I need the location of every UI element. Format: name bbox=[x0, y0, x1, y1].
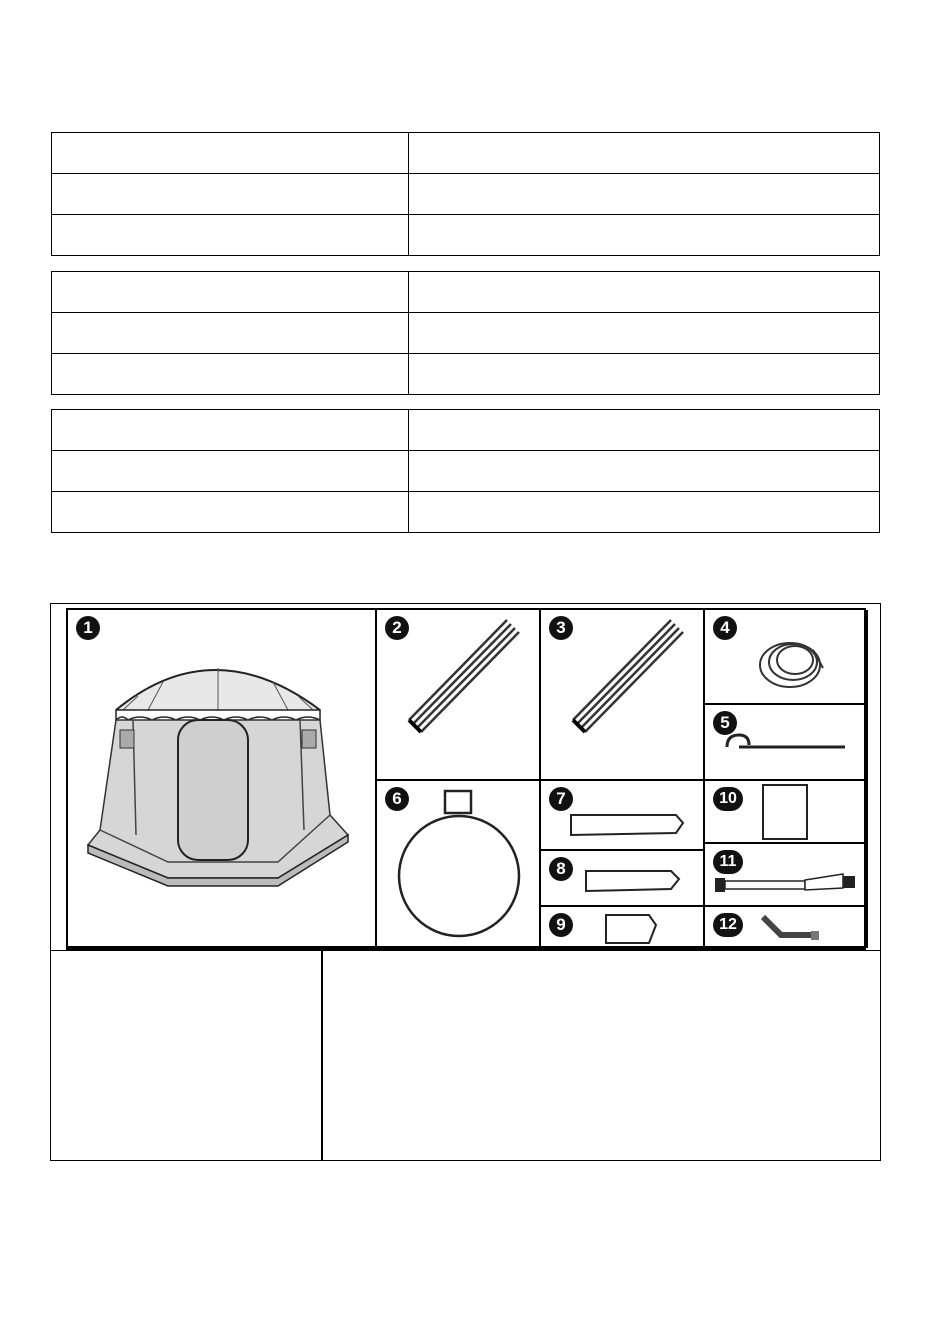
part-cell-6 bbox=[377, 781, 541, 948]
table-cell bbox=[52, 451, 409, 492]
part-cell-1 bbox=[68, 610, 377, 948]
pole-bundle-icon bbox=[377, 610, 539, 779]
table-cell bbox=[409, 410, 880, 451]
part-cell-9 bbox=[541, 907, 705, 948]
part-number: 10 bbox=[713, 787, 743, 811]
parts-grid bbox=[66, 608, 866, 950]
part-number: 5 bbox=[713, 711, 737, 735]
table-cell bbox=[52, 410, 409, 451]
table-row bbox=[52, 451, 880, 492]
table-cell bbox=[52, 174, 409, 215]
spec-table-2 bbox=[51, 271, 880, 395]
screen-tent-icon bbox=[68, 610, 375, 946]
part-cell-7 bbox=[541, 781, 705, 851]
part-cell-2 bbox=[377, 610, 541, 781]
small-storage-bag-icon bbox=[541, 907, 703, 946]
round-carry-bag-icon bbox=[377, 781, 539, 946]
table-cell bbox=[52, 272, 409, 313]
pole-bundle-icon bbox=[541, 610, 703, 779]
table-cell bbox=[52, 354, 409, 395]
part-cell-11 bbox=[705, 844, 868, 907]
table-row bbox=[52, 313, 880, 354]
part-cell-10 bbox=[705, 781, 868, 844]
stake-icon bbox=[705, 705, 866, 779]
drawstring-pouch-icon bbox=[705, 781, 866, 842]
table-cell bbox=[409, 272, 880, 313]
table-cell bbox=[52, 215, 409, 256]
part-number: 12 bbox=[713, 913, 743, 937]
connector-icon bbox=[705, 907, 866, 946]
part-number: 6 bbox=[385, 787, 409, 811]
part-number: 8 bbox=[549, 857, 573, 881]
part-number: 11 bbox=[713, 850, 743, 874]
table-cell bbox=[409, 174, 880, 215]
table-cell bbox=[409, 313, 880, 354]
table-cell bbox=[52, 313, 409, 354]
part-number: 1 bbox=[76, 616, 100, 640]
long-storage-bag-icon bbox=[541, 781, 703, 849]
parts-panel bbox=[50, 603, 881, 1161]
table-cell bbox=[52, 133, 409, 174]
table-cell bbox=[409, 492, 880, 533]
table-row bbox=[52, 410, 880, 451]
table-row bbox=[52, 133, 880, 174]
part-number: 4 bbox=[713, 616, 737, 640]
table-row bbox=[52, 272, 880, 313]
part-cell-12 bbox=[705, 907, 868, 948]
part-number: 9 bbox=[549, 913, 573, 937]
spec-table-1 bbox=[51, 132, 880, 256]
buckle-strap-icon bbox=[705, 844, 866, 905]
table-cell bbox=[52, 492, 409, 533]
table-row bbox=[52, 492, 880, 533]
notes-area bbox=[51, 950, 880, 1161]
part-number: 3 bbox=[549, 616, 573, 640]
table-cell bbox=[409, 215, 880, 256]
notes-divider bbox=[321, 951, 323, 1161]
long-storage-bag-icon bbox=[541, 851, 703, 905]
part-cell-4 bbox=[705, 610, 868, 705]
table-cell bbox=[409, 451, 880, 492]
table-cell bbox=[409, 354, 880, 395]
table-row bbox=[52, 215, 880, 256]
part-cell-5 bbox=[705, 705, 868, 781]
part-cell-8 bbox=[541, 851, 705, 907]
table-row bbox=[52, 174, 880, 215]
spec-table-3 bbox=[51, 409, 880, 533]
part-number: 2 bbox=[385, 616, 409, 640]
table-cell bbox=[409, 133, 880, 174]
part-number: 7 bbox=[549, 787, 573, 811]
rope-coil-icon bbox=[705, 610, 866, 703]
part-cell-3 bbox=[541, 610, 705, 781]
table-row bbox=[52, 354, 880, 395]
